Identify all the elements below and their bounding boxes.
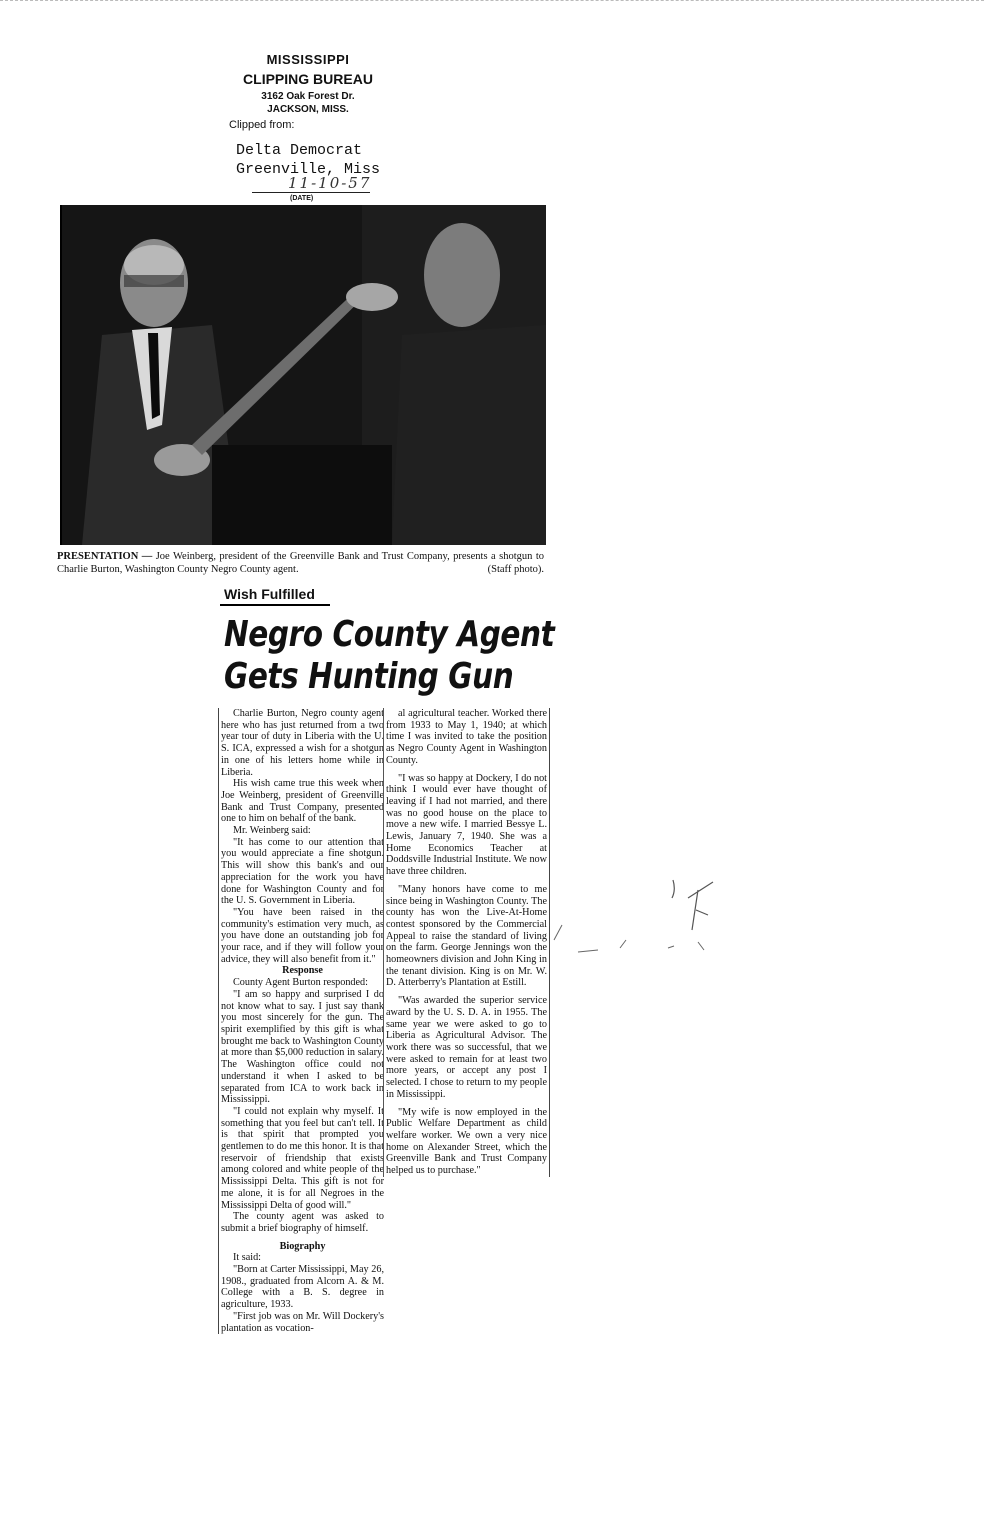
stamp-state: MISSISSIPPI bbox=[266, 52, 350, 67]
paragraph: "My wife is now employed in the Public Welfare Department as child welfare worker. We own a very nice home on Alexander Street, which the Greenville Bank and Trust Company helped us to purchase." bbox=[386, 1106, 547, 1177]
paragraph: Charlie Burton, Negro county agent here who has just returned from a two year tour of duty in Liberia with the U. S. ICA, expressed a wish for a shotgun in one of his letters home while in Liberia. bbox=[221, 708, 384, 778]
subhead-biography: Biography bbox=[279, 1240, 326, 1252]
stamp-address: 3162 Oak Forest Dr. bbox=[261, 91, 355, 102]
handwritten-date: 11-10-57 bbox=[288, 174, 372, 192]
paragraph: It said: bbox=[233, 1252, 262, 1264]
caption-credit: (Staff photo). bbox=[487, 564, 544, 575]
kicker: Wish Fulfilled bbox=[224, 586, 315, 602]
paragraph: "Was awarded the superior service award by the U. S. D. A. in 1955. The same year we were asked to go to Liberia as Agricultural Advisor. The work there was so successful, that we were asked to remain for at least two more years, or accept any post I selected. I chose to return to my people in Mississippi. bbox=[386, 995, 547, 1100]
paragraph: "It has come to our attention that you would appreciate a fine shotgun. This will show this bank's and our appreciation for the work you have done for Washington County and for the U. S. Government in Liberia. bbox=[221, 836, 384, 907]
stamp-city: JACKSON, MISS. bbox=[267, 104, 349, 115]
paper-city: Greenville, Miss bbox=[236, 161, 381, 178]
paper-name: Delta Democrat bbox=[236, 142, 363, 159]
date-caption: (DATE) bbox=[290, 195, 314, 202]
clipped-from-label: Clipped from: bbox=[229, 119, 295, 131]
presentation-photo bbox=[60, 205, 546, 545]
scan-border bbox=[0, 0, 984, 4]
paragraph: County Agent Burton responded: bbox=[233, 977, 368, 989]
subhead-response: Response bbox=[282, 965, 323, 977]
headline-line1: Negro County Agent bbox=[224, 614, 555, 655]
headline bbox=[224, 614, 555, 698]
date-line bbox=[252, 192, 370, 193]
paragraph: al agricultural teacher. Worked there from 1933 to May 1, 1940; at which time I was invited to take the position as Negro County Agent in Washington County. bbox=[386, 708, 547, 766]
paragraph: "I am so happy and surprised I do not know what to say. I just say thank you most sincerely for the gun. The spirit exemplified by this gift is what brought me back to Washington County at more than $5,000 reduction in salary. The Washington office could not understand it when I asked to be separated from ICA to work back in Mississippi. bbox=[221, 988, 384, 1106]
kicker-rule bbox=[220, 604, 330, 606]
paragraph: "First job was on Mr. Will Dockery's plantation as vocation- bbox=[221, 1310, 384, 1334]
paragraph: His wish came true this week when Joe Weinberg, president of Greenville Bank and Trust Company, presented one to him on behalf of the bank. bbox=[221, 778, 384, 825]
caption-text: Joe Weinberg, president of the Greenville Bank and Trust Company, presents a shotgun to Charlie Burton, Washington County Negro County agent. bbox=[57, 551, 544, 575]
photo-caption bbox=[57, 550, 544, 576]
caption-lead: PRESENTATION — bbox=[57, 551, 153, 562]
stamp-bureau: CLIPPING BUREAU bbox=[243, 71, 373, 87]
paragraph: "I was so happy at Dockery, I do not think I would ever have thought of leaving if I had not married, and there was no good house on the place to move a new wife. I married Bessye L. Lewis, January 7, 1940. She was a Home Economics Teacher at Doddsville Industrial Institute. We now have three children. bbox=[386, 772, 547, 878]
article-column-1 bbox=[218, 708, 384, 1334]
paragraph: "I could not explain why myself. It something that you feel but can't tell. It is that spirit that prompted you gentlemen to do me this honor. It is that reservoir of friendship that exists among colored and white people of the Mississippi Delta. This gift is not for me alone, it is for all Negroes in the Mississippi Delta of good will." bbox=[221, 1105, 384, 1211]
paragraph: Mr. Weinberg said: bbox=[233, 825, 311, 837]
clipping-bureau-stamp bbox=[228, 52, 388, 115]
paragraph: "You have been raised in the community's estimation very much, as you have done an outstanding job for your race, and if they will follow your advice, they will also benefit from it." bbox=[221, 906, 384, 965]
paragraph: "Many honors have come to me since being in Washington County. The county has won the Live-At-Home contest sponsored by the Commercial Appeal to raise the standard of living on the farm. George Jennings won the homeowners division and John King in the tenant division. King is on Mr. W. D. Atterberry's Plantation at Estill. bbox=[386, 883, 547, 989]
paragraph: "Born at Carter Mississippi, May 26, 1908., graduated from Alcorn A. & M. College with a B. S. degree in agriculture, 1933. bbox=[221, 1264, 384, 1311]
headline-line2: Gets Hunting Gun bbox=[224, 656, 514, 697]
article-column-2 bbox=[383, 708, 550, 1177]
handwritten-margin-marks bbox=[548, 870, 728, 975]
paragraph: The county agent was asked to submit a brief biography of himself. bbox=[221, 1211, 384, 1234]
